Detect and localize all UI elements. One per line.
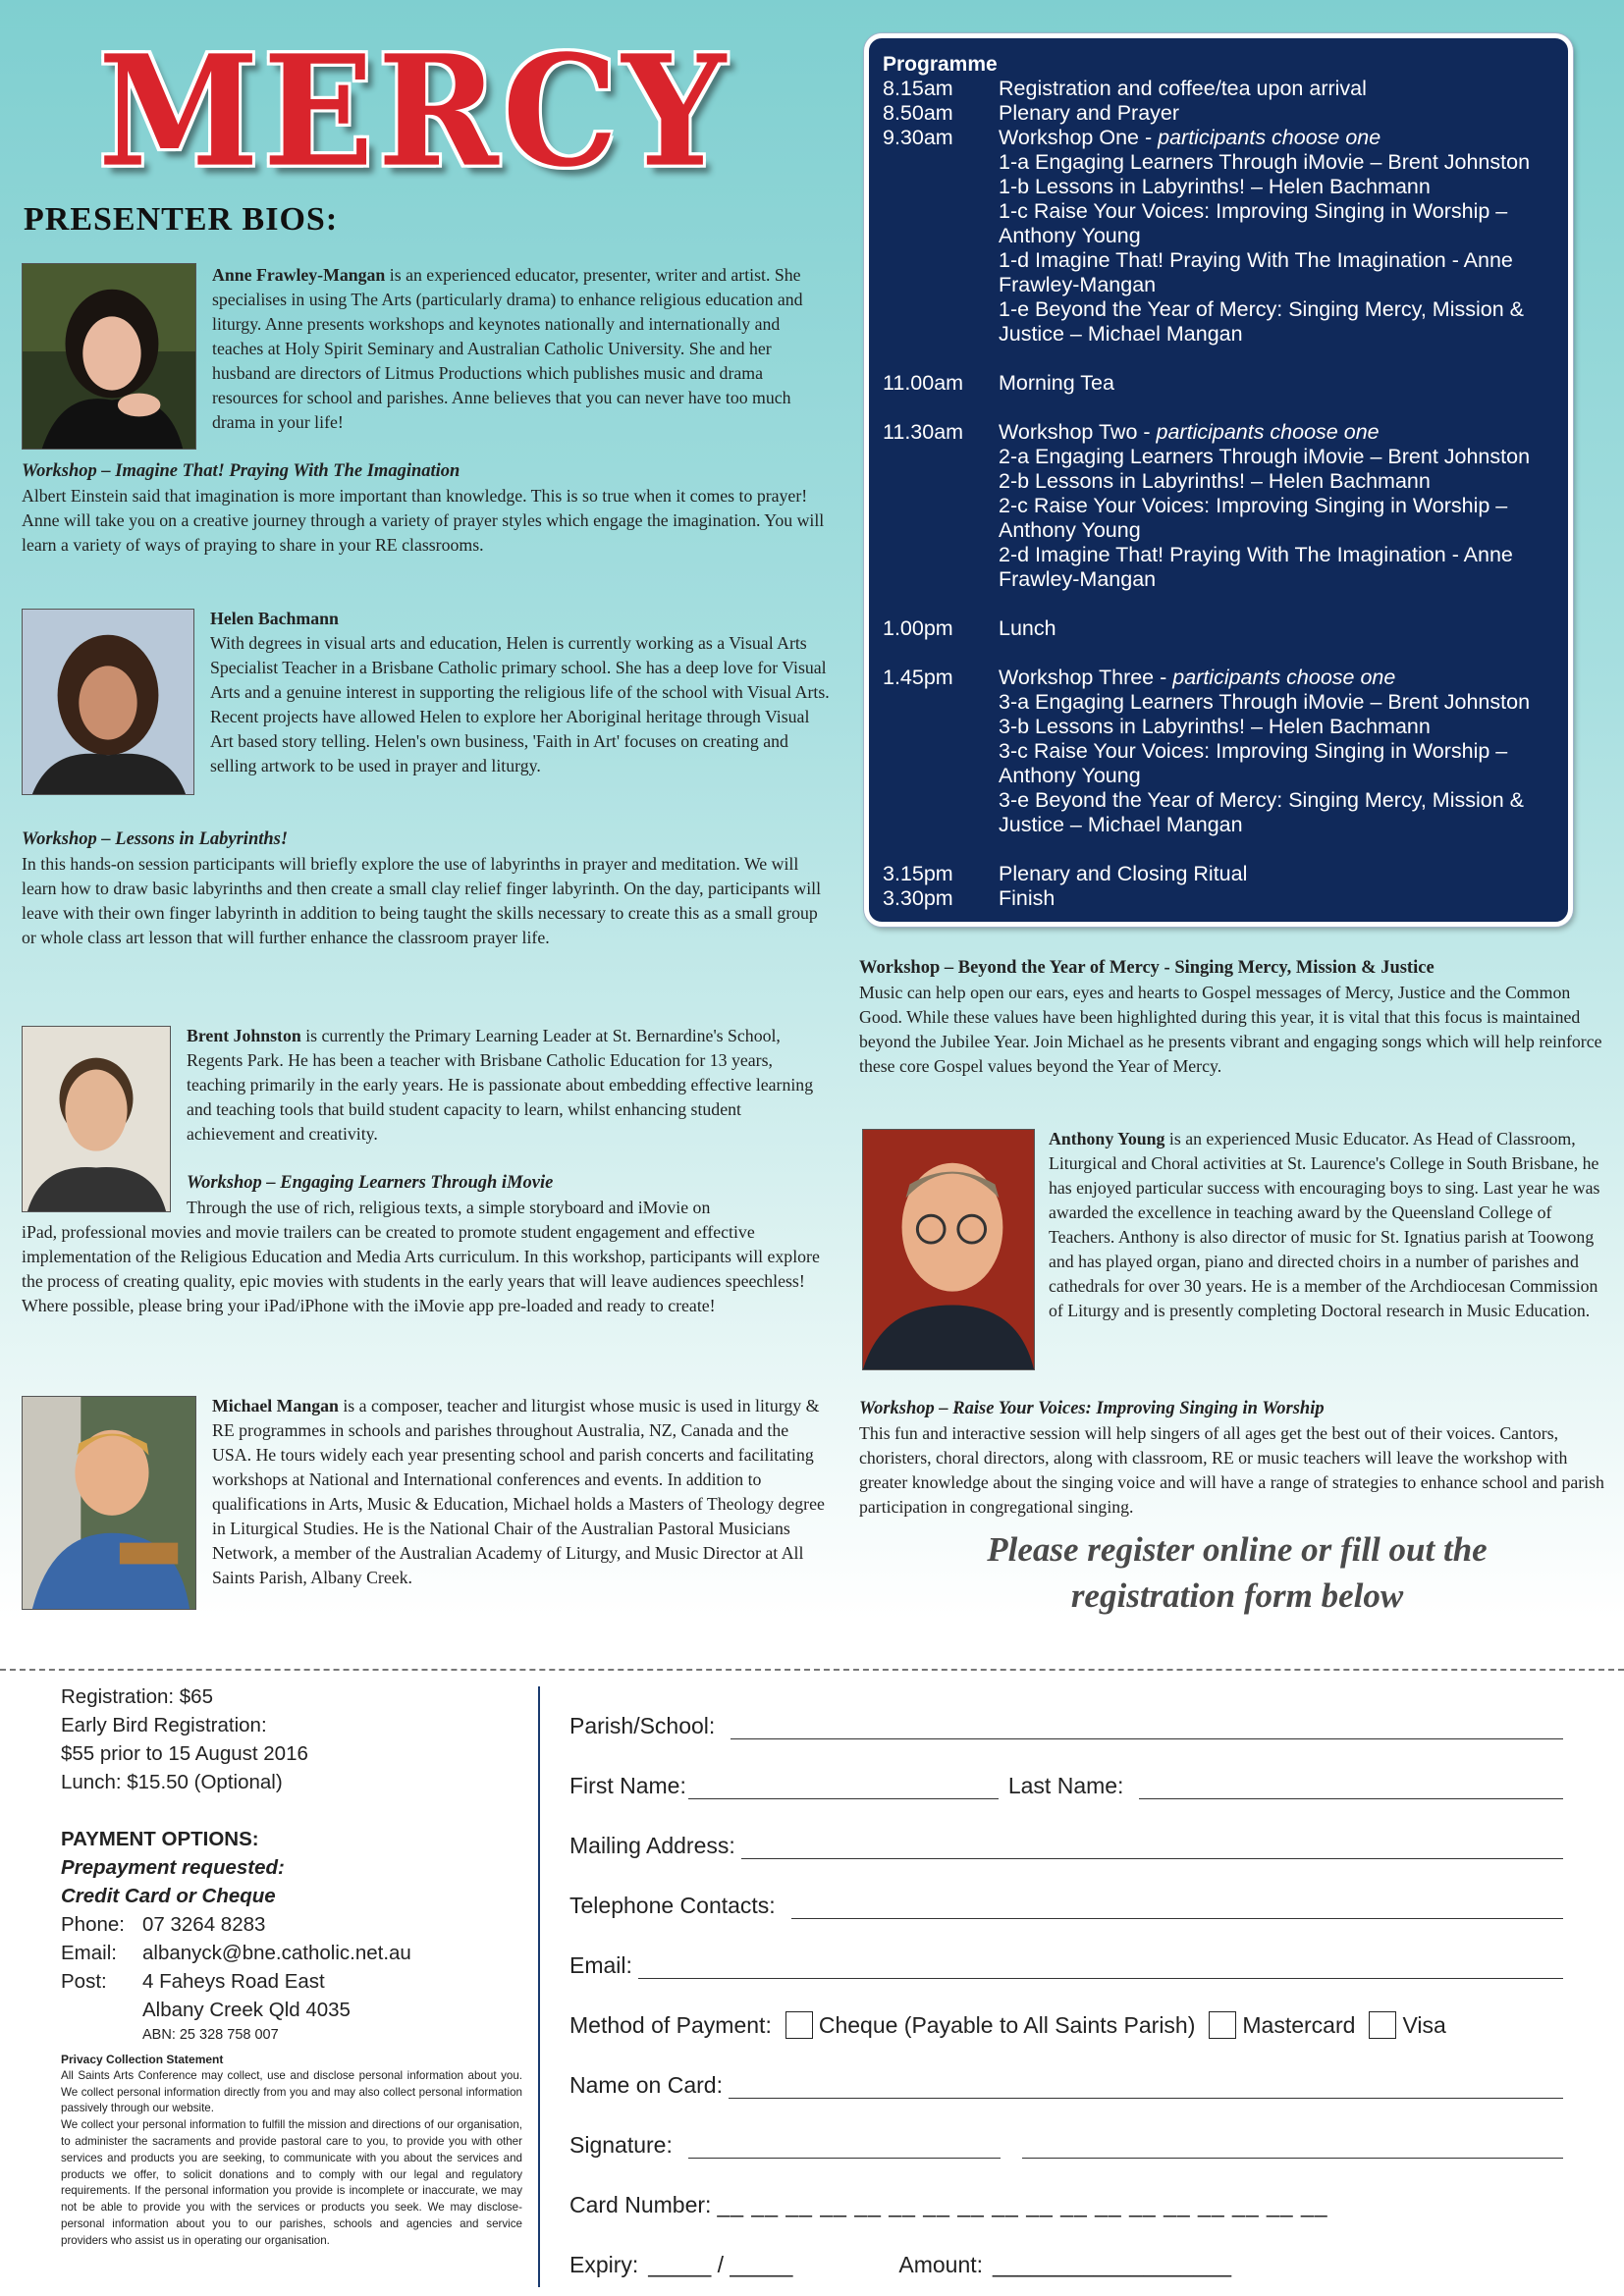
anthony-workshop-text: This fun and interactive session will help singers of all ages get the best out of their voices. Cantors, choristers, choral directors, along with classroom, RE or music teachers will leave the workshop with greater knowledge about the singing voice and will have a range of strategies to enhance school and parish participation in congregational singing. — [859, 1423, 1604, 1517]
cheque-checkbox[interactable] — [785, 2011, 813, 2039]
name-on-card-field[interactable]: Name on Card: — [569, 2063, 1563, 2099]
anne-photo — [22, 263, 196, 450]
workshop-option: 3-e Beyond the Year of Mercy: Singing Mercy, Mission & Justice – Michael Mangan — [999, 788, 1524, 836]
privacy-statement: Privacy Collection Statement All Saints Arts Conference may collect, use and disclose personal information about you. We collect personal information directly from you and may also collect personal information passively through our website. We collect your personal information to fulfill the mission and directions of our organisation, to administer the sacraments and provide pastoral care to you, to provide you with other services and products you are seeking, to communicate with you about the services and products we offer, to solicit donations and to comply with our legal and regulatory requirements. If the personal information you provide is incomplete or inaccurate, we may not be able to provide you with the services or products you seek. We may disclose-personal information about you to our parishes, schools and agencies and service providers who assist us in operating our organisation. — [61, 2053, 522, 2247]
registration-fee: Registration: $65 — [61, 1685, 213, 1708]
registration-info: Registration: $65 Early Bird Registration: $55 prior to 15 August 2016 Lunch: $15.50 (Optional) PAYMENT OPTIONS: Prepayment requested: Credit Card or Cheque Phone: 07 3264 8283 Email: albanyck@bne.catholic.net.au Post: 4 Faheys Road East Albany Creek Qld 4035 ABN: 25 328 758 007 Privacy Collection Statement All Saints Arts Conference may collect, use and disclose personal information about you. We collect personal information directly from you and may also collect personal information passively through our website. We collect your personal information to fulfill the mission and directions of our organisation, to administer the sacraments and provide pastoral care to you, to provide you with other services and products you are seeking, to communicate with you about the services and products we offer, to solicit donations and to comply with our legal and regulatory requirements. If the personal information you provide is incomplete or inaccurate, we may not be able to provide you with the services or products you seek. We may disclose-personal information about you to our parishes, schools and agencies and service providers who assist us in operating our organisation. — [61, 1682, 522, 2250]
brent-name: Brent Johnston — [187, 1026, 301, 1045]
workshop-option: 2-b Lessons in Labyrinths! – Helen Bachmann — [999, 469, 1431, 493]
programme-row: 8.15am Registration and coffee/tea upon arrival — [883, 77, 1367, 100]
email-field[interactable]: Email: — [569, 1944, 1563, 1979]
programme-row: 9.30am Workshop One - participants choose one 1-a Engaging Learners Through iMovie – Brent Johnston 1-b Lessons in Labyrinths! – Helen Bachmann 1-c Raise Your Voices: Improving Singing in Worship – Anthony Young 1-d Imagine That! Praying With The Imagination - Anne Frawley-Mangan 1-e Beyond the Year of Mercy: Singing Mercy, Mission & Justice – Michael Mangan — [883, 126, 1554, 347]
workshop-option: 3-a Engaging Learners Through iMovie – Brent Johnston — [999, 690, 1531, 714]
programme-row: 3.30pm Finish — [883, 886, 1056, 910]
helen-name: Helen Bachmann — [210, 609, 339, 628]
helen-workshop-text: In this hands-on session participants will briefly explore the use of labyrinths in prayer and meditation. We will learn how to draw basic labyrinths and then create a small clay relief finger labyrinth. On the day, participants will leave with their own finger labyrinth in addition to being taught the skills necessary to create this as a small group or whole class art lesson that will further enhance the classroom prayer life. — [22, 854, 822, 947]
cut-line — [0, 1669, 1624, 1671]
anthony-name: Anthony Young — [1049, 1129, 1165, 1148]
mercy-title: MERCY — [98, 21, 731, 201]
card-number-field[interactable]: Card Number: __ __ __ __ __ __ __ __ __ __ __ __ __ __ __ __ __ __ — [569, 2192, 1328, 2217]
mailing-address-field[interactable]: Mailing Address: — [569, 1824, 1563, 1859]
brent-workshop-text-b: iPad, professional movies and movie trailers can be created to promote student engagement and effective implementation of the Religious Education and Media Arts curriculum. In this workshop, participants will explore the process of creating quality, epic movies with students in the early years that will leave audiences speechless! Where possible, please bring your iPad/iPhone with the iMovie app pre-loaded and ready to create! — [22, 1222, 820, 1315]
workshop-option: 3-b Lessons in Labyrinths! – Helen Bachmann — [999, 715, 1431, 738]
programme-row: 11.30am Workshop Two - participants choose one 2-a Engaging Learners Through iMovie – Brent Johnston 2-b Lessons in Labyrinths! – Helen Bachmann 2-c Raise Your Voices: Improving Singing in Worship – Anthony Young 2-d Imagine That! Praying With The Imagination - Anne Frawley-Mangan — [883, 420, 1554, 592]
mastercard-checkbox[interactable] — [1209, 2011, 1236, 2039]
anne-workshop-text: Albert Einstein said that imagination is more important than knowledge. This is so true when it comes to prayer! Anne will take you on a creative journey through a variety of prayer styles which engage the imagination. You will learn a variety of ways of praying to share in your RE classrooms. — [22, 486, 825, 555]
anne-workshop-title: Workshop – Imagine That! Praying With The Imagination — [22, 461, 460, 481]
signature-field[interactable]: Signature: — [569, 2123, 1563, 2159]
expiry-amount-fields: Expiry: _____ / _____ Amount: ___________________ — [569, 2252, 1232, 2277]
brent-workshop-text-a: Through the use of rich, religious texts, a simple storyboard and iMovie on — [187, 1198, 711, 1217]
michael-bio: Michael Mangan is a composer, teacher and liturgist whose music is used in liturgy & RE programmes in schools and parishes throughout Australia, NZ, Canada and the USA. He tours widely each year presenting school and parish concerts and facilitating workshops at National and International conferences and events. In addition to qualifications in Arts, Music & Education, Michael holds a Masters of Theology degree in Liturgical Studies. He is the National Chair of the Australian Pastoral Musicians Network, a member of the Australian Academy of Liturgy, and Music Director at All Saints Parish, Albany Creek. — [212, 1396, 825, 1587]
postal-address: 4 Faheys Road East — [142, 1970, 325, 1993]
anthony-workshop-title: Workshop – Raise Your Voices: Improving Singing in Worship — [859, 1399, 1325, 1418]
brent-bio: Brent Johnston is currently the Primary Learning Leader at St. Bernardine's School, Regents Park. He has been a teacher with Brisbane Catholic Education for 13 years, teaching primarily in the early years. He is passionate about embedding effective learning and teaching tools that build student capacity to learn, whilst enhancing student achievement and creativity. — [187, 1026, 814, 1144]
workshop-option: 1-a Engaging Learners Through iMovie – Brent Johnston — [999, 150, 1531, 174]
visa-checkbox[interactable] — [1369, 2011, 1396, 2039]
workshop-option: 1-e Beyond the Year of Mercy: Singing Mercy, Mission & Justice – Michael Mangan — [999, 297, 1524, 346]
workshop-option: 1-c Raise Your Voices: Improving Singing in Worship – Anthony Young — [999, 199, 1508, 247]
contact-email: albanyck@bne.catholic.net.au — [142, 1942, 411, 1964]
michael-photo — [22, 1396, 196, 1610]
payment-method-field: Method of Payment: Cheque (Payable to All Saints Parish) Mastercard Visa — [569, 2012, 1446, 2038]
expiry-field[interactable]: _____ / _____ — [648, 2252, 793, 2277]
programme-row: 3.15pm Plenary and Closing Ritual — [883, 862, 1248, 885]
form-divider — [538, 1686, 540, 2287]
anthony-photo — [862, 1129, 1035, 1370]
programme-box — [864, 33, 1573, 927]
anne-name: Anne Frawley-Mangan — [212, 265, 386, 285]
workshop-option: 1-d Imagine That! Praying With The Imagination - Anne Frawley-Mangan — [999, 248, 1513, 296]
programme-row: 1.00pm Lunch — [883, 616, 1056, 640]
abn: ABN: 25 328 758 007 — [142, 2027, 279, 2043]
helen-bio: Helen Bachmann With degrees in visual arts and education, Helen is currently working as a Visual Arts Specialist Teacher in a Brisbane Catholic primary school. She has a deep love for Visual Arts and a genuine interest in supporting the religious life of the school with Visual Arts. Recent projects have allowed Helen to explore her Aboriginal heritage through Visual Art based story telling. Helen's own business, 'Faith in Art' focuses on creating and selling artwork to be used in prayer and liturgy. — [210, 607, 833, 778]
programme-row: 1.45pm Workshop Three - participants choose one 3-a Engaging Learners Through iMovie – Brent Johnston 3-b Lessons in Labyrinths! – Helen Bachmann 3-c Raise Your Voices: Improving Singing in Worship – Anthony Young 3-e Beyond the Year of Mercy: Singing Mercy, Mission & Justice – Michael Mangan — [883, 666, 1554, 837]
register-callout: Please register online or fill out the registration form below — [987, 1530, 1488, 1615]
payment-options-heading: PAYMENT OPTIONS: — [61, 1828, 259, 1850]
helen-workshop-title: Workshop – Lessons in Labyrinths! — [22, 829, 289, 849]
brent-workshop-title: Workshop – Engaging Learners Through iMovie — [187, 1173, 554, 1193]
parish-field[interactable]: Parish/School: — [569, 1704, 1563, 1739]
programme-row: 8.50am Plenary and Prayer — [883, 101, 1180, 125]
michael-workshop-title: Workshop – Beyond the Year of Mercy - Singing Mercy, Mission & Justice — [859, 958, 1435, 978]
michael-name: Michael Mangan — [212, 1396, 339, 1415]
workshop-option: 2-d Imagine That! Praying With The Imagination - Anne Frawley-Mangan — [999, 543, 1513, 591]
brent-photo — [22, 1026, 171, 1212]
presenter-bios-heading: PRESENTER BIOS: — [24, 201, 339, 238]
anne-bio: Anne Frawley-Mangan is an experienced educator, presenter, writer and artist. She specialises in using The Arts (particularly drama) to enhance religious education and liturgy. Anne presents workshops and keynotes nationally and internationally and teaches at Holy Spirit Seminary and Australian Catholic University. She and her husband are directors of Litmus Productions which publishes music and drama resources for school and parishes. Anne believes that you can never have too much drama in your life! — [212, 265, 803, 432]
workshop-option: 1-b Lessons in Labyrinths! – Helen Bachmann — [999, 175, 1431, 198]
michael-workshop-text: Music can help open our ears, eyes and hearts to Gospel messages of Mercy, Justice and the Common Good. While these values have been highlighted during this year, it is vital that this focus is maintained beyond the Jubilee Year. Join Michael as he presents vibrant and engaging songs which will help reinforce these core Gospel values beyond the Year of Mercy. — [859, 983, 1602, 1076]
name-fields: First Name: Last Name: — [569, 1764, 1563, 1799]
programme-row: 11.00am Morning Tea — [883, 371, 1114, 395]
helen-photo — [22, 609, 194, 795]
amount-field[interactable]: ___________________ — [993, 2252, 1232, 2277]
programme-heading: Programme — [883, 53, 998, 76]
workshop-option: 2-c Raise Your Voices: Improving Singing in Worship – Anthony Young — [999, 494, 1508, 542]
phone-number: 07 3264 8283 — [142, 1913, 266, 1936]
last-name-field[interactable] — [1139, 1774, 1563, 1799]
anthony-bio: Anthony Young is an experienced Music Educator. As Head of Classroom, Liturgical and Choral activities at St. Laurence's College in South Brisbane, he has enjoyed particular success with encouraging boys to sing. Last year he was awarded the excellence in teaching award by the Queensland College of Teachers. Anthony is also director of music for St. Ignatius parish at Toowong and has played organ, piano and directed choirs in a number of parishes and cathedrals for over 30 years. He is a member of the Archdiocesan Commission of Liturgy and is presently completing Doctoral research in Music Education. — [1049, 1129, 1600, 1320]
telephone-field[interactable]: Telephone Contacts: — [569, 1884, 1563, 1919]
workshop-option: 3-c Raise Your Voices: Improving Singing in Worship – Anthony Young — [999, 739, 1508, 787]
workshop-option: 2-a Engaging Learners Through iMovie – Brent Johnston — [999, 445, 1531, 468]
first-name-field[interactable] — [688, 1774, 999, 1799]
